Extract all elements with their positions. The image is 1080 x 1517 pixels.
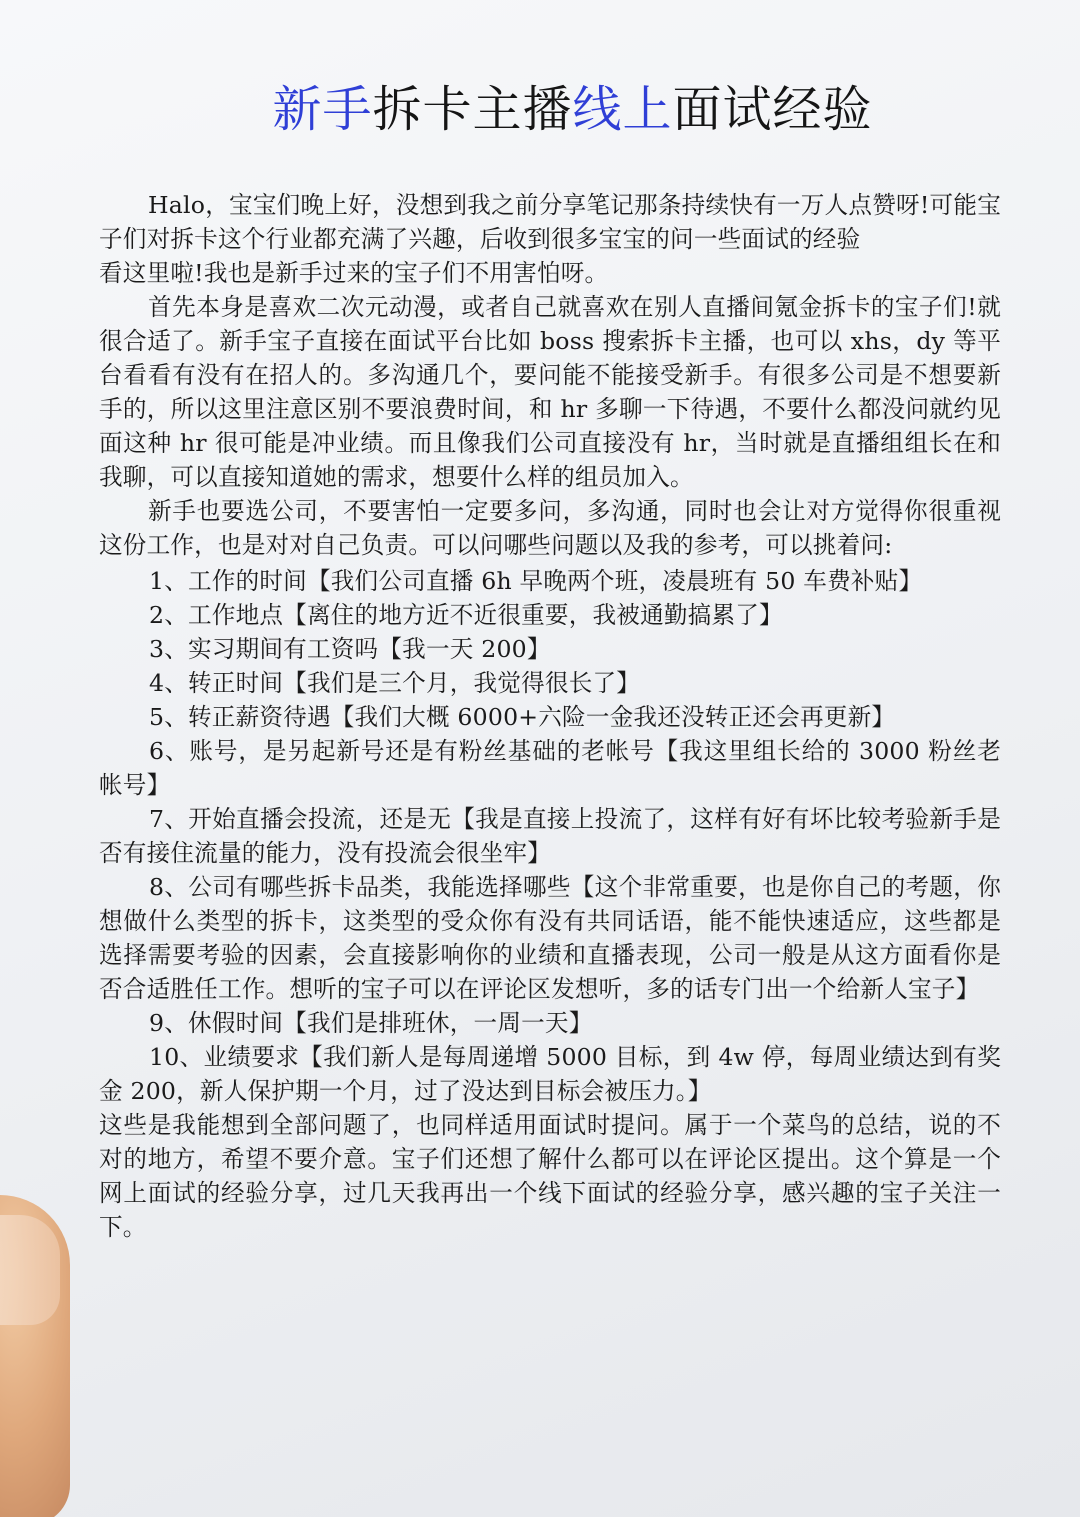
list-item: 8、公司有哪些拆卡品类，我能选择哪些【这个非常重要，也是你自己的考题，你想做什么类型的拆卡，这类型的受众你有没有共同话语，能不能快速适应，这些都是选择需要考验的因素，会直接影响你的业绩和直播表现，公司一般是从这方面看你是否合适胜任工作。想听的宝子可以在评论区发想听，多的话专门出一个给新人宝子】 bbox=[99, 873, 1001, 1003]
title-highlight-online: 线上 bbox=[572, 81, 673, 138]
list-item: 3、实习期间有工资吗【我一天 200】 bbox=[149, 635, 551, 663]
intro-paragraph: Halo，宝宝们晚上好，没想到我之前分享笔记那条持续快有一万人点赞呀!可能宝子们对拆卡这个行业都充满了兴趣，后收到很多宝宝的问一些面试的经验 bbox=[99, 191, 1001, 253]
intro-paragraph-2: 看这里啦!我也是新手过来的宝子们不用害怕呀。 bbox=[99, 259, 609, 287]
list-item: 7、开始直播会投流，还是无【我是直接上投流了，这样有好有坏比较考验新手是否有接住流量的能力，没有投流会很坐牢】 bbox=[99, 805, 1001, 867]
title-text-interview: 面试经验 bbox=[672, 81, 873, 138]
list-item: 4、转正时间【我们是三个月，我觉得很长了】 bbox=[149, 669, 641, 697]
advice-paragraph: 首先本身是喜欢二次元动漫，或者自己就喜欢在别人直播间氪金拆卡的宝子们!就很合适了。新手宝子直接在面试平台比如 boss 搜索拆卡主播，也可以 xhs，dy 等平台看看有没有在招人的。多沟通几个，要问能不能接受新手。有很多公司是不想要新手的，所以这里注意区别不要浪费时间，和 hr 多聊一下待遇，不要什么都没问就约见面这种 hr 很可能是冲业绩。而且像我们公司直接没有 hr，当时就是直播组组长在和我聊，可以直接知道她的需求，想要什么样的组员加入。 bbox=[99, 293, 1001, 491]
list-item: 2、工作地点【离住的地方近不近很重要，我被通勤搞累了】 bbox=[149, 601, 783, 629]
closing-paragraph: 这些是我能想到全部问题了，也同样适用面试时提问。属于一个菜鸟的总结，说的不对的地方，希望不要介意。宝子们还想了解什么都可以在评论区提出。这个算是一个网上面试的经验分享，过几天我再出一个线下面试的经验分享，感兴趣的宝子关注一下。 bbox=[99, 1111, 1001, 1241]
list-item: 10、业绩要求【我们新人是每周递增 5000 目标，到 4w 停，每周业绩达到有奖金 200，新人保护期一个月，过了没达到目标会被压力。】 bbox=[99, 1043, 1001, 1105]
list-item: 6、账号，是另起新号还是有粉丝基础的老帐号【我这里组长给的 3000 粉丝老帐号】 bbox=[99, 737, 1001, 799]
document-body bbox=[99, 188, 1001, 1244]
list-item: 1、工作的时间【我们公司直播 6h 早晚两个班，凌晨班有 50 车费补贴】 bbox=[149, 567, 923, 595]
list-item: 9、休假时间【我们是排班休，一周一天】 bbox=[149, 1009, 593, 1037]
questions-intro-paragraph: 新手也要选公司，不要害怕一定要多问，多沟通，同时也会让对方觉得你很重视这份工作，也是对对自己负责。可以问哪些问题以及我的参考，可以挑着问: bbox=[99, 497, 1001, 559]
title-highlight-newbie: 新手 bbox=[272, 81, 373, 138]
list-item: 5、转正薪资待遇【我们大概 6000+六险一金我还没转正还会再更新】 bbox=[149, 703, 896, 731]
thumbnail-highlight bbox=[0, 1215, 60, 1325]
page-title bbox=[0, 78, 1080, 142]
title-text-host: 拆卡主播 bbox=[372, 81, 573, 138]
